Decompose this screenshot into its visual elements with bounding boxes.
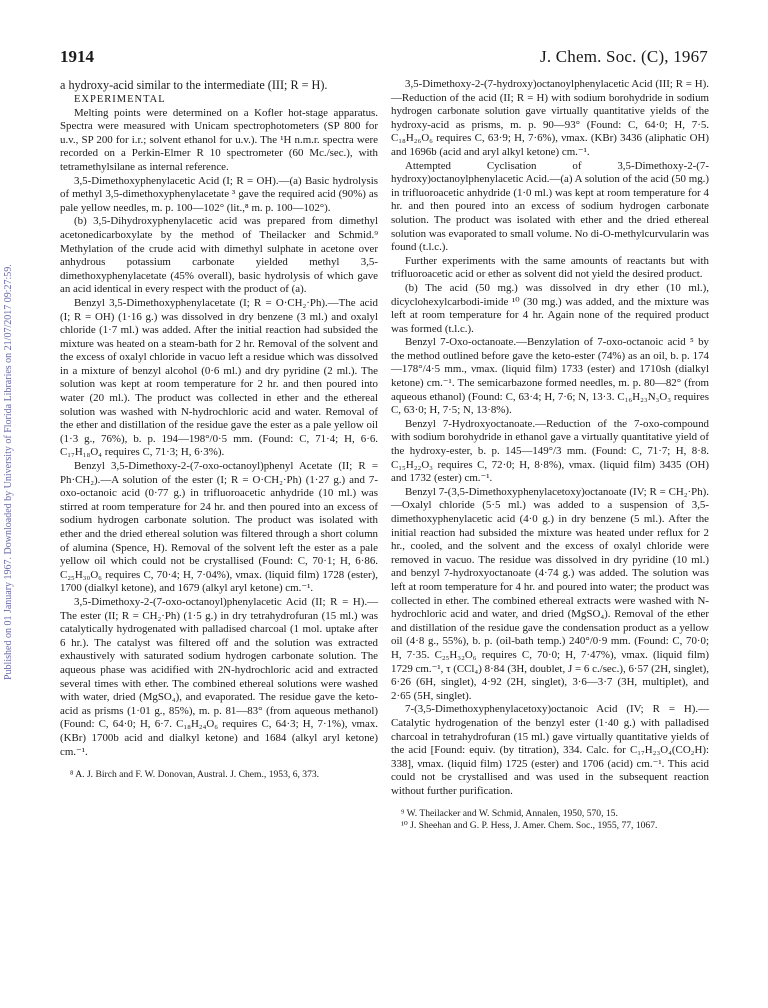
footnotes bbox=[60, 769, 378, 781]
body-paragraph: Further experiments with the same amounts of reactants but with trifluoroacetic acid or ether as solvent did not yield the desired product. bbox=[391, 254, 709, 281]
body-paragraph: Benzyl 7-Oxo-octanoate.—Benzylation of 7-oxo-octanoic acid ⁵ by the method outlined before gave the keto-ester (74%) as an oil, b. p. 174—178°/4·5 mm., νmax. (liquid film) 1733 (ester) and 1710sh (dialkyl ketone) cm.⁻¹. The semicarbazone formed needles, m. p. 80—82° (from aqueous ethanol) (Found: C, 63·4; H, 7·6; N, 13·3. C₁₆H₂₃N₃O₃ requires C, 63·0; H, 7·5; N, 13·8%). bbox=[391, 336, 709, 417]
section-heading: EXPERIMENTAL bbox=[74, 94, 166, 105]
journal-title: J. Chem. Soc. (C), 1967 bbox=[540, 47, 708, 66]
body-paragraph: Benzyl 3,5-Dimethoxy-2-(7-oxo-octanoyl)phenyl Acetate (II; R = Ph·CH₂).—A solution of the ester (I; R = O·CH₂·Ph) (1·27 g.) and 7-oxo-octanoic acid (0·77 g.) in trifluoroacetic anhydride (10 ml.) was stirred at room temperature for 24 hr. and then poured into an excess of sodium hydrogen carbonate solution. The product was isolated with ether and the dried ethereal solution was filtered through a short column of alumina (Spence, H). Removal of the solvent left the ester as a pale yellow oil which could not be crystallised (Found: C, 70·1; H, 6·86. C₂₅H₃₀O₆ requires C, 70·4; H, 7·04%), νmax. (liquid film) 1728 (ester), 1700 (dialkyl ketone), and 1679 (alkyl aryl ketone) cm.⁻¹. bbox=[60, 460, 378, 595]
body-paragraph: Benzyl 7-Hydroxyoctanoate.—Reduction of the 7-oxo-compound with sodium borohydride in ethanol gave a virtually quantitative yield of the hydroxy-ester, b. p. 145—149°/3 mm. (Found: C, 71·7; H, 8·8. C₁₅H₂₂O₃ requires C, 72·0; H, 8·8%), νmax. (liquid film) 3435 (OH) and 1732 (ester) cm.⁻¹. bbox=[391, 417, 709, 485]
footnote: ⁸ A. J. Birch and F. W. Donovan, Austral. J. Chem., 1953, 6, 373. bbox=[70, 769, 320, 781]
body-paragraph: Attempted Cyclisation of 3,5-Dimethoxy-2-(7-hydroxy)octanoylphenylacetic Acid.—(a) A solution of the acid (50 mg.) in trifluoroacetic anhydride (1·0 ml.) was kept at room temperature for 4 hr. and then poured into an excess of sodium hydrogen carbonate solution. The product was isolated with ether and the dried ethereal solution was evaporated to small volume. No di-O-methylcurvularin was found (t.l.c.). bbox=[391, 159, 709, 254]
body-paragraph: (b) The acid (50 mg.) was dissolved in dry ether (10 ml.), dicyclohexylcarbodi-imide ¹⁰ (30 mg.) was added, and the mixture was left at room temperature for 4 hr. Again none of the required product was formed (t.l.c.). bbox=[391, 281, 709, 335]
right-column bbox=[391, 78, 709, 832]
left-column bbox=[60, 78, 378, 781]
body-paragraph: 3,5-Dimethoxyphenylacetic Acid (I; R = OH).—(a) Basic hydrolysis of methyl 3,5-dimethoxyphenylacetate ³ gave the required acid (90%) as pale yellow needles, m. p. 100—102° (lit.,⁸ m. p. 100—102°). bbox=[60, 174, 378, 214]
body-paragraph: 7-(3,5-Dimethoxyphenylacetoxy)octanoic Acid (IV; R = H).—Catalytic hydrogenation of the benzyl ester (1·40 g.) with palladised charcoal in tetrahydrofuran (15 ml.) gave virtually quantitative yields of the acid [Found: equiv. (by titration), 334. Calc. for C₁₇H₂₃O₄(CO₂H): 338], νmax. (liquid film) 1725 (ester) and 1706 (acid) cm.⁻¹. This acid could not be crystallised and was used in the subsequent reaction without further purification. bbox=[391, 703, 709, 797]
page-number: 1914 bbox=[60, 47, 94, 66]
body-paragraph: (b) 3,5-Dihydroxyphenylacetic acid was prepared from dimethyl acetonedicarboxylate by the method of Theilacker and Schmid.⁹ Methylation of the crude acid with dimethyl sulphate in acetone over anhydrous potassium carbonate yielded methyl 3,5-dimethoxyphenylacetate (45% overall), basic hydrolysis of which gave an acid identical in every respect with the product of (a). bbox=[60, 215, 378, 296]
body-paragraph: 3,5-Dimethoxy-2-(7-oxo-octanoyl)phenylacetic Acid (II; R = H).—The ester (II; R = CH₂·Ph) (1·5 g.) in dry tetrahydrofuran (15 ml.) was catalytically hydrogenated with palladised charcoal (1 mol. uptake after 6 hr.). The catalyst was filtered off and the solution was extracted exhaustively with saturated sodium hydrogen carbonate solution. The aqueous phase was acidified with 2N-hydrochloric acid and extracted several times with ether. The combined ethereal solutions were washed with water, dried (MgSO₄), and evaporated. The residue gave the keto-acid as prisms (1·01 g., 85%), m. p. 81—83° (from aqueous methanol) (Found: C, 64·0; H, 6·7. C₁₈H₂₄O₆ requires C, 64·3; H, 7·1%), νmax. (KBr) 1700b acid and dialkyl ketone) and 1684 (alkyl aryl ketone) cm.⁻¹. bbox=[60, 595, 378, 758]
download-watermark: Published on 01 January 1967. Downloaded by University of Florida Libraries on 21/07/2017 09:27:59. bbox=[3, 264, 14, 680]
body-paragraph: Benzyl 7-(3,5-Dimethoxyphenylacetoxy)octanoate (IV; R = CH₂·Ph).—Oxalyl chloride (5·5 ml.) was added to a suspension of 3,5-dimethoxyphenylacetic acid (4·0 g.) in dry benzene (5 ml.). After the initial reaction had subsided the mixture was heated under reflux for 2 hr., cooled, and the solvent and the excess of oxalyl chloride were removed in vacuo. The residue was dissolved in dry pyridine (10 ml.) and benzyl 7-hydroxyoctanoate (4·74 g.) was added. The solution was left at room temperature for 4 hr. and poured into water; the product was collected in ether. The combined ethereal extracts were washed with N-hydrochloric acid and water, and dried (MgSO₄). Removal of the ether and distillation of the residue gave the condensation product as a yellow oil (4·8 g., 55%), b. p. (oil-bath temp.) 240°/0·9 mm. (Found: C, 70·0; H, 7·35. C₂₅H₃₂O₆ requires C, 70·0; H, 7·47%), νmax. (liquid film) 1729 cm.⁻¹, τ (CCl₄) 8·84 (3H, doublet, J = 6 c./sec.), 6·57 (2H, singlet), 6·26 (6H, singlet), 4·92 (2H, singlet), 3·6—3·7 (3H, multiplet), and 2·65 (5H, singlet). bbox=[391, 485, 709, 702]
footnotes bbox=[391, 808, 709, 832]
footnote: ⁹ W. Theilacker and W. Schmid, Annalen, 1950, 570, 15. bbox=[401, 808, 618, 820]
body-paragraph: Melting points were determined on a Kofler hot-stage apparatus. Spectra were measured with Unicam spectrophotometers (SP 800 for u.v., SP 200 for i.r.; solvent ethanol for u.v.). The ¹H n.m.r. spectra were recorded on a Perkin-Elmer R 10 spectrometer (60 Mc./sec.), with tetramethylsilane as internal reference. bbox=[60, 106, 378, 173]
body-paragraph: Benzyl 3,5-Dimethoxyphenylacetate (I; R = O·CH₂·Ph).—The acid (I; R = OH) (1·16 g.) was dissolved in dry benzene (3 ml.) and oxalyl chloride (1·7 ml.) was added. After the initial reaction had subsided the mixture was heated on a steam-bath for 2 hr. Removal of the solvent and the excess of oxalyl chloride in vacuo left a residue which was dissolved in a mixture of benzyl alcohol (0·6 ml.) and dry pyridine (2 ml.). The solution was kept at room temperature for 2 hr. and then poured into water (20 ml.). The product was collected in ether and the ethereal solution was washed with N-hydrochloric acid and water. Removal of the ether and distillation of the residue gave the ester as a pale yellow oil (1·3 g., 76%), b. p. 194—198°/0·5 mm. (Found: C, 71·4; H, 6·6. C₁₇H₁₈O₄ requires C, 71·3; H, 6·3%). bbox=[60, 296, 378, 459]
intro-paragraph: a hydroxy-acid similar to the intermediate (III; R = H). bbox=[60, 78, 328, 92]
body-paragraph: 3,5-Dimethoxy-2-(7-hydroxy)octanoylphenylacetic Acid (III; R = H).—Reduction of the acid (II; R = H) with sodium borohydride in sodium hydrogen carbonate solution gave virtually quantitative yields of the hydroxy-acid as prisms, m. p. 90—93° (Found: C, 64·0; H, 7·5. C₁₈H₂₆O₆ requires C, 63·9; H, 7·6%), νmax. (KBr) 3436 (aliphatic OH) and 1696b (acid and aryl alkyl ketone) cm.⁻¹. bbox=[391, 78, 709, 158]
footnote: ¹⁰ J. Sheehan and G. P. Hess, J. Amer. Chem. Soc., 1955, 77, 1067. bbox=[401, 820, 658, 832]
